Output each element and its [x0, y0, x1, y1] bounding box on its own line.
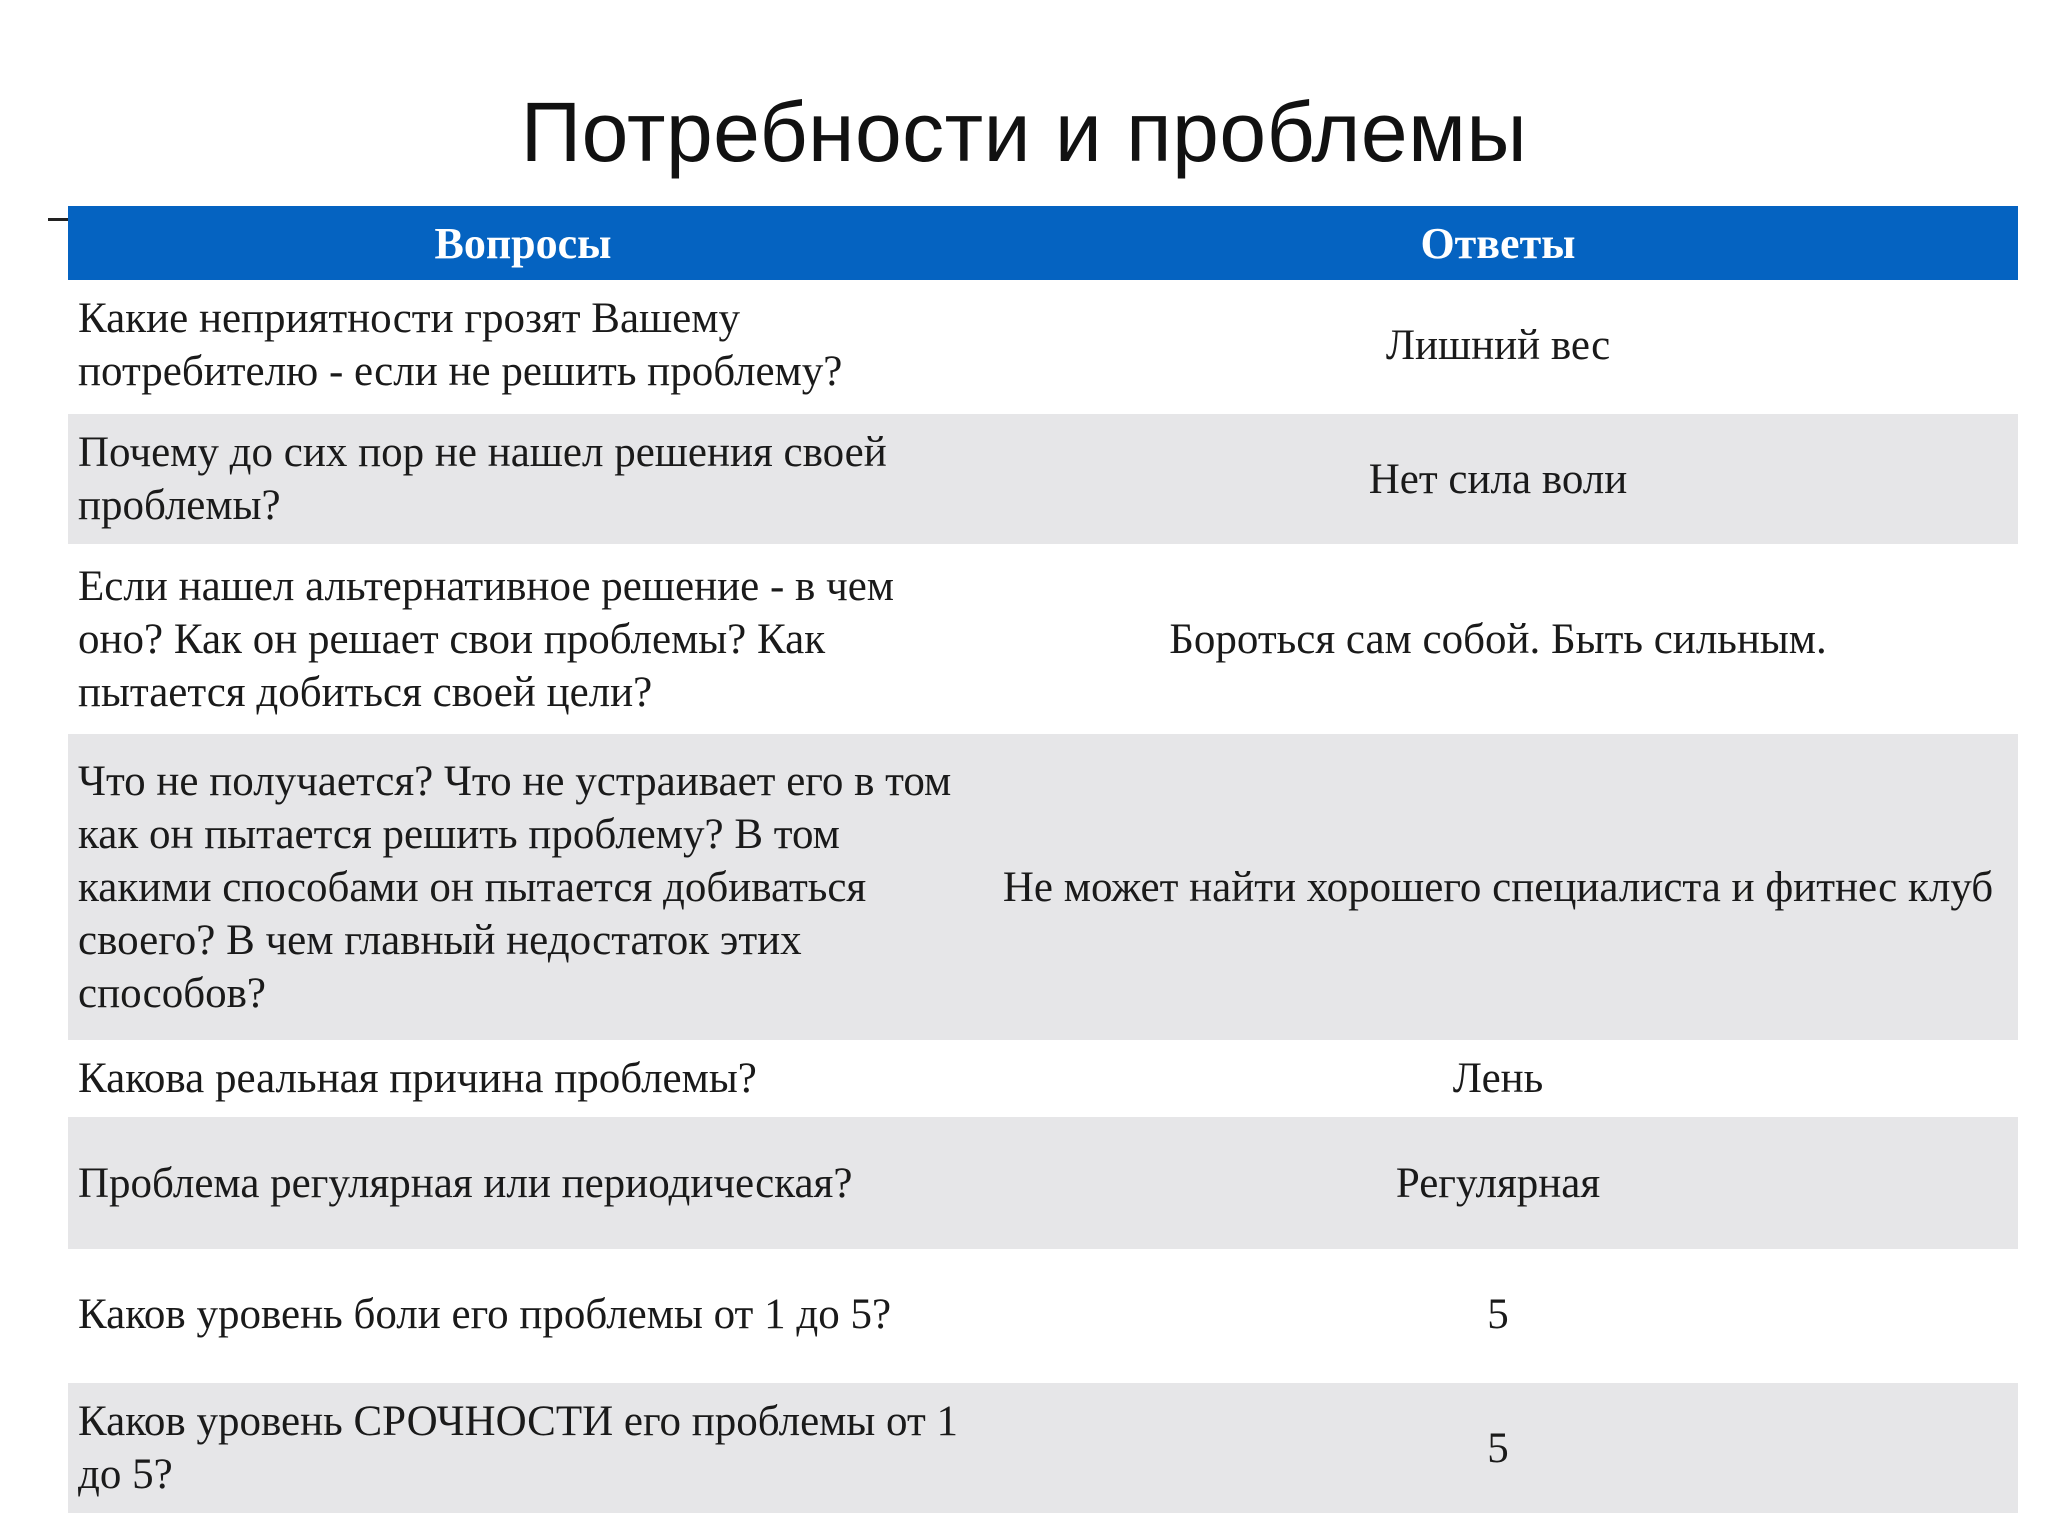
- answer-cell: Не может найти хорошего специалиста и фитнес клуб: [978, 734, 2018, 1040]
- table-row: [68, 1117, 2018, 1249]
- answer-cell: Лишний вес: [978, 280, 2018, 412]
- question-cell: Какова реальная причина проблемы?: [68, 1040, 978, 1117]
- qa-table: [68, 206, 2018, 1513]
- answer-cell: 5: [978, 1249, 2018, 1381]
- question-cell: Проблема регулярная или периодическая?: [68, 1117, 978, 1249]
- question-cell: Если нашел альтернативное решение - в чем оно? Как он решает свои проблемы? Как пытается добиться своей цели?: [68, 544, 978, 734]
- answer-cell: Лень: [978, 1040, 2018, 1117]
- table-row: [68, 1040, 2018, 1117]
- answer-cell: Бороться сам собой. Быть сильным.: [978, 544, 2018, 734]
- table-row: [68, 1249, 2018, 1381]
- slide-title: Потребности и проблемы: [520, 85, 1528, 179]
- table-row: [68, 412, 2018, 544]
- qa-table-container: [68, 206, 2018, 1513]
- header-answers: Ответы: [978, 206, 2018, 280]
- corner-mark: [48, 218, 70, 221]
- table-row: [68, 280, 2018, 412]
- question-cell: Каков уровень боли его проблемы от 1 до 5?: [68, 1249, 978, 1381]
- table-row: [68, 734, 2018, 1040]
- answer-cell: 5: [978, 1381, 2018, 1513]
- table-row: [68, 544, 2018, 734]
- question-cell: Почему до сих пор не нашел решения своей проблемы?: [68, 412, 978, 544]
- table-header-row: [68, 206, 2018, 280]
- table-row: [68, 1381, 2018, 1513]
- question-cell: Какие неприятности грозят Вашему потребителю - если не решить проблему?: [68, 280, 978, 412]
- answer-cell: Регулярная: [978, 1117, 2018, 1249]
- header-questions: Вопросы: [68, 206, 978, 280]
- answer-cell: Нет сила воли: [978, 412, 2018, 544]
- question-cell: Что не получается? Что не устраивает его в том как он пытается решить проблему? В том какими способами он пытается добиваться своего? В чем главный недостаток этих способов?: [68, 734, 978, 1040]
- question-cell: Каков уровень СРОЧНОСТИ его проблемы от 1 до 5?: [68, 1381, 978, 1513]
